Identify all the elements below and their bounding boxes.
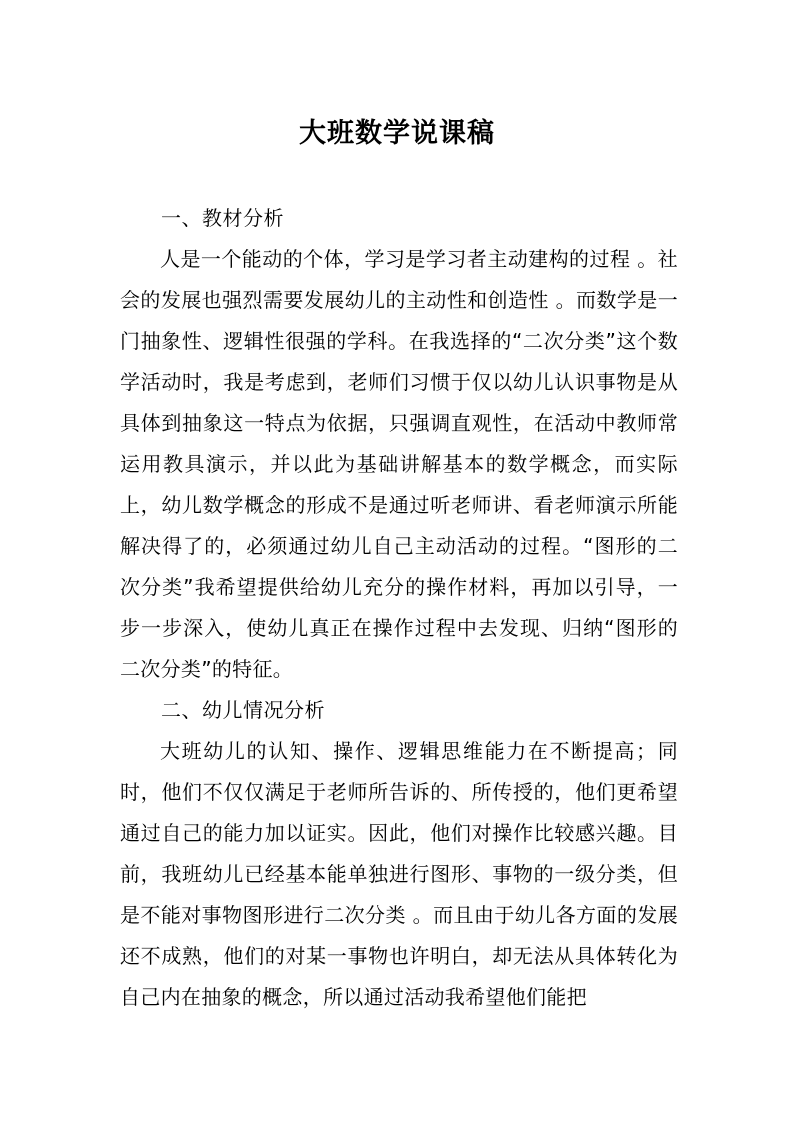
section-paragraph-teaching-material: 人是一个能动的个体，学习是学习者主动建构的过程 。社会的发展也强烈需要发展幼儿的主动性和创造性 。而数学是一门抽象性、逻辑性很强的学科。在我选择的“二次分类”这个数学活动时，我是考虑到，老师们习惯于仅以幼儿认识事物是从具体到抽象这一特点为依据，只强调直观性，在活动中教师常运用教具演示，并以此为基础讲解基本的数学概念，而实际上，幼儿数学概念的形成不是通过听老师讲、看老师演示所能解决得了的，必须通过幼儿自己主动活动的过程。“图形的二次分类”我希望提供给幼儿充分的操作材料，再加以引导，一步一步深入，使幼儿真正在操作过程中去发现、归纳“图形的二次分类”的特征。 xyxy=(120,247,678,681)
section-heading-teaching-material: 一、教材分析 xyxy=(161,206,284,230)
document-body xyxy=(120,198,678,1018)
document-title: 大班数学说课稿 xyxy=(299,118,495,150)
section-heading-children-analysis: 二、幼儿情况分析 xyxy=(161,698,325,722)
section-paragraph-children-analysis: 大班幼儿的认知、操作、逻辑思维能力在不断提高；同时，他们不仅仅满足于老师所告诉的、所传授的，他们更希望通过自己的能力加以证实。因此，他们对操作比较感兴趣。目前，我班幼儿已经基本能单独进行图形、事物的一级分类，但是不能对事物图形进行二次分类 。而且由于幼儿各方面的发展还不成熟，他们的对某一事物也许明白，却无法从具体转化为自己内在抽象的概念，所以通过活动我希望他们能把 xyxy=(120,739,678,1009)
